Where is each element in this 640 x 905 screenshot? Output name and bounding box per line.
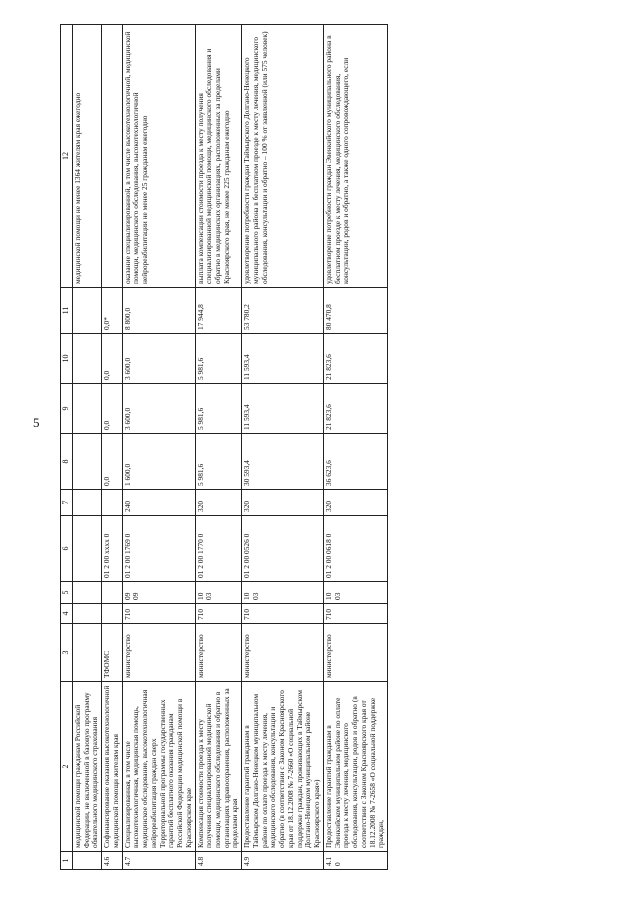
expected-result: медицинской помощи не менее 1364 жителям края ежегодно xyxy=(73,25,102,288)
column-number: 11 xyxy=(61,288,73,334)
year1-amount: 30 593,4 xyxy=(242,434,324,490)
total-amount: 0,0* xyxy=(102,288,122,334)
year2-amount xyxy=(73,384,102,434)
measure-name: Специализированная, в том числе высокотехнологичная, медицинская помощь, медицинское обследование, высокотехнологичная нейрореабилитация граждан сверх Территориальной программы государственных гарантий бесплатного оказания гражданам Российской Федерации медицинской помощи в Красноярском крае xyxy=(122,682,195,852)
column-number: 12 xyxy=(61,25,73,288)
table-row xyxy=(195,25,242,870)
year1-amount xyxy=(73,434,102,490)
measure-name: Предоставление гарантий гражданам в Таймырском Долгано-Ненецком муниципальном районе по оплате проезда к месту лечения, медицинского обследования, консультации и обратно (в соответствии с Законом Красноярского края от 18.12.2008 № 7-2660 «О социальной поддержке граждан, проживающих в Таймырском Долгано-Ненецком муниципальном районе Красноярского края») xyxy=(242,682,324,852)
column-number: 6 xyxy=(61,516,73,582)
column-number: 7 xyxy=(61,490,73,516)
column-number: 10 xyxy=(61,334,73,384)
column-number: 9 xyxy=(61,384,73,434)
executor: министерство xyxy=(195,624,242,682)
target-article-code xyxy=(73,516,102,582)
grbs-code xyxy=(102,604,122,624)
rotated-table-wrapper xyxy=(60,25,615,870)
expected-result: удовлетворение потребности граждан Таймырского Долгано-Ненецкого муниципального района в бесплатном проезде к месту лечения, медицинского обследования, консультации и обратно – 100 % от заявленной (или 575 человек) xyxy=(242,25,324,288)
year3-amount: 3 600,0 xyxy=(122,334,195,384)
executor: министерство xyxy=(122,624,195,682)
expected-result: удовлетворение потребности граждан Эвенкийского муниципального района в бесплатном проезде к месту лечения, медицинского обследования, консультации, родов и обратно, а также одного сопровождающего, если xyxy=(323,25,387,288)
year3-amount xyxy=(73,334,102,384)
year3-amount: 5 981,6 xyxy=(195,334,242,384)
section-code xyxy=(102,582,122,604)
measure-name: медицинской помощи гражданам Российской Федерации, не включенной в базовую программу обязательного медицинского страхования xyxy=(73,682,102,852)
section-code: 10 03 xyxy=(242,582,324,604)
target-article-code: 01 2 00 0526 0 xyxy=(242,516,324,582)
expense-type-code: 320 xyxy=(242,490,324,516)
expense-type-code: 240 xyxy=(122,490,195,516)
total-amount: 53 780,2 xyxy=(242,288,324,334)
year2-amount: 3 600,0 xyxy=(122,384,195,434)
expense-type-code xyxy=(102,490,122,516)
target-article-code: 01 2 00 1770 0 xyxy=(195,516,242,582)
year2-amount: 21 823,6 xyxy=(323,384,387,434)
year2-amount: 0,0 xyxy=(102,384,122,434)
page-number: 5 xyxy=(33,415,40,430)
expense-type-code xyxy=(73,490,102,516)
total-amount: 80 470,8 xyxy=(323,288,387,334)
measure-name: Предоставление гарантий гражданам в Эвенкийском муниципальном районе по оплате проезда к месту лечения, медицинского обследования, консультации, родов и обратно (в соответствии с Законом Красноярского края от 18.12.2008 № 7-2658 «О социальной поддержке граждан, xyxy=(323,682,387,852)
table-row xyxy=(73,25,102,870)
column-number: 3 xyxy=(61,624,73,682)
year1-amount: 1 600,0 xyxy=(122,434,195,490)
expected-result: оказание специализированной, в том числе высокотехнологичной, медицинской помощи, медицинского обследования, высокотехнологичной нейрореабилитации не менее 25 гражданам ежегодно xyxy=(122,25,195,288)
row-number: 4.7 xyxy=(122,852,195,870)
target-article-code: 01 2 00 0618 0 xyxy=(323,516,387,582)
table-row xyxy=(323,25,387,870)
row-number: 4.6 xyxy=(102,852,122,870)
measure-name: Компенсация стоимости проезда к месту получения специализированной медицинской помощи, медицинского обследования и обратно в организациях здравоохранения, расположенных за пределами края xyxy=(195,682,242,852)
total-amount: 8 800,0 xyxy=(122,288,195,334)
year3-amount: 11 593,4 xyxy=(242,334,324,384)
row-number: 4.9 xyxy=(242,852,324,870)
grbs-code: 710 xyxy=(122,604,195,624)
header-row xyxy=(61,25,73,870)
year3-amount: 21 823,6 xyxy=(323,334,387,384)
year1-amount: 5 981,6 xyxy=(195,434,242,490)
table-row xyxy=(242,25,324,870)
measures-table xyxy=(60,24,388,870)
grbs-code: 710 xyxy=(195,604,242,624)
column-number: 8 xyxy=(61,434,73,490)
executor: министерство xyxy=(242,624,324,682)
year1-amount: 36 623,6 xyxy=(323,434,387,490)
year3-amount: 0,0 xyxy=(102,334,122,384)
target-article-code: 01 2 00 xxxx 0 xyxy=(102,516,122,582)
year2-amount: 5 981,6 xyxy=(195,384,242,434)
section-code: 10 03 xyxy=(195,582,242,604)
row-number xyxy=(73,852,102,870)
total-amount xyxy=(73,288,102,334)
executor: ТФОМС xyxy=(102,624,122,682)
total-amount: 17 944,8 xyxy=(195,288,242,334)
row-number: 4.10 xyxy=(323,852,387,870)
column-number: 2 xyxy=(61,682,73,852)
table-row xyxy=(122,25,195,870)
column-number: 5 xyxy=(61,582,73,604)
grbs-code xyxy=(73,604,102,624)
row-number: 4.8 xyxy=(195,852,242,870)
executor: министерство xyxy=(323,624,387,682)
grbs-code: 710 xyxy=(323,604,387,624)
year2-amount: 11 593,4 xyxy=(242,384,324,434)
table-row xyxy=(102,25,122,870)
column-number: 1 xyxy=(61,852,73,870)
grbs-code: 710 xyxy=(242,604,324,624)
expense-type-code: 320 xyxy=(195,490,242,516)
expected-result xyxy=(102,25,122,288)
section-code xyxy=(73,582,102,604)
year1-amount: 0,0 xyxy=(102,434,122,490)
executor xyxy=(73,624,102,682)
expense-type-code: 320 xyxy=(323,490,387,516)
section-code: 10 03 xyxy=(323,582,387,604)
section-code: 09 09 xyxy=(122,582,195,604)
target-article-code: 01 2 00 1769 0 xyxy=(122,516,195,582)
measure-name: Софинансирование оказания высокотехнологичной медицинской помощи жителям края xyxy=(102,682,122,852)
column-number: 4 xyxy=(61,604,73,624)
expected-result: выплата компенсации стоимости проезда к месту получения специализированной медицинской помощи, медицинского обследования и обратно в медицинских организациях, расположенных за пределами Красноярского края, не менее 225 гражданам ежегодно xyxy=(195,25,242,288)
